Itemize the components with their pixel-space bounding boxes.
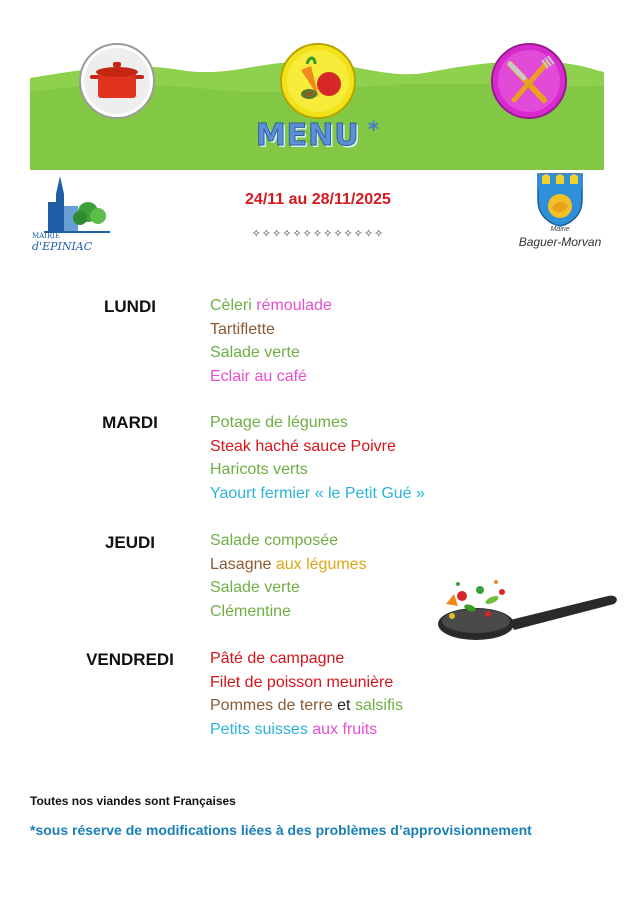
ornament-divider: ✧✧✧✧✧✧✧✧✧✧✧✧✧: [251, 227, 385, 240]
dish: [210, 718, 510, 742]
dish-part: aux légumes: [275, 555, 367, 573]
dish-part: Yaourt fermier « le Petit Gué »: [210, 484, 425, 502]
dish: [210, 411, 510, 435]
fruits-vegetables-icon: [279, 42, 357, 120]
dish-part: Filet de poisson meunière: [210, 673, 394, 691]
menu-title: [0, 118, 636, 153]
dish-part: et: [337, 697, 355, 714]
dish: [210, 341, 510, 365]
cooking-pot-icon: [78, 42, 156, 120]
dish: [210, 435, 510, 459]
dish: [210, 365, 510, 389]
dish: [210, 529, 510, 553]
day-label-mardi: MARDI: [102, 413, 158, 432]
logo-right-mairie: Mairie: [550, 226, 570, 233]
dish-part: rémoulade: [256, 297, 332, 314]
dish-part: Pâté de campagne: [210, 650, 345, 667]
logo-right-name: Baguer-Morvan: [518, 235, 602, 249]
dish-part: Petits suisses: [210, 720, 313, 738]
dish-part: Salade composée: [210, 532, 339, 549]
dish-part: Haricots verts: [210, 461, 308, 478]
meat-origin-note: Toutes nos viandes sont Françaises: [30, 794, 236, 808]
coat-of-arms-icon: [510, 170, 610, 228]
reserve-note: *sous réserve de modifications liées à des problèmes d’approvisionnement: [30, 822, 532, 838]
dish-part: Salade verte: [210, 344, 300, 361]
dish: [210, 694, 510, 718]
dish-part: Cèleri: [210, 297, 257, 314]
dish: [210, 318, 510, 342]
dish: [210, 458, 510, 482]
dish-part: Tartiflette: [210, 320, 275, 338]
dish: [210, 647, 510, 671]
dish-part: salsifis: [354, 697, 403, 714]
dishes-vendredi: [210, 647, 510, 741]
frying-pan-icon: [432, 574, 622, 650]
logo-epiniac: [30, 172, 120, 252]
dish-part: Potage de légumes: [210, 414, 348, 431]
dish-part: Pommes de terre: [210, 697, 338, 714]
dish-part: aux fruits: [312, 720, 378, 738]
day-label-lundi: LUNDI: [104, 297, 156, 316]
date-range: 24/11 au 28/11/2025: [245, 191, 391, 208]
logo-left-mairie: MAIRIE: [32, 232, 61, 240]
dish-part: Eclair au café: [210, 367, 307, 385]
dish: [210, 482, 510, 506]
dish: [210, 553, 510, 577]
logo-baguer-morvan: [510, 170, 610, 256]
dish-part: Steak haché sauce Poivre: [210, 437, 396, 455]
dishes-lundi: [210, 294, 510, 388]
dish: [210, 294, 510, 318]
dish-part: Salade verte: [210, 579, 300, 596]
logo-left-name: d'EPINIAC: [32, 240, 93, 253]
dish-part: Lasagne: [210, 555, 276, 573]
dish-part: Clémentine: [210, 602, 291, 620]
dishes-mardi: [210, 411, 510, 505]
day-label-jeudi: JEUDI: [104, 533, 156, 552]
day-label-vendredi: VENDREDI: [86, 650, 174, 669]
menu-title-word: MENU: [255, 118, 360, 153]
knife-fork-icon: [490, 42, 568, 120]
dish: [210, 671, 510, 695]
menu-title-asterisk: *: [367, 118, 381, 143]
